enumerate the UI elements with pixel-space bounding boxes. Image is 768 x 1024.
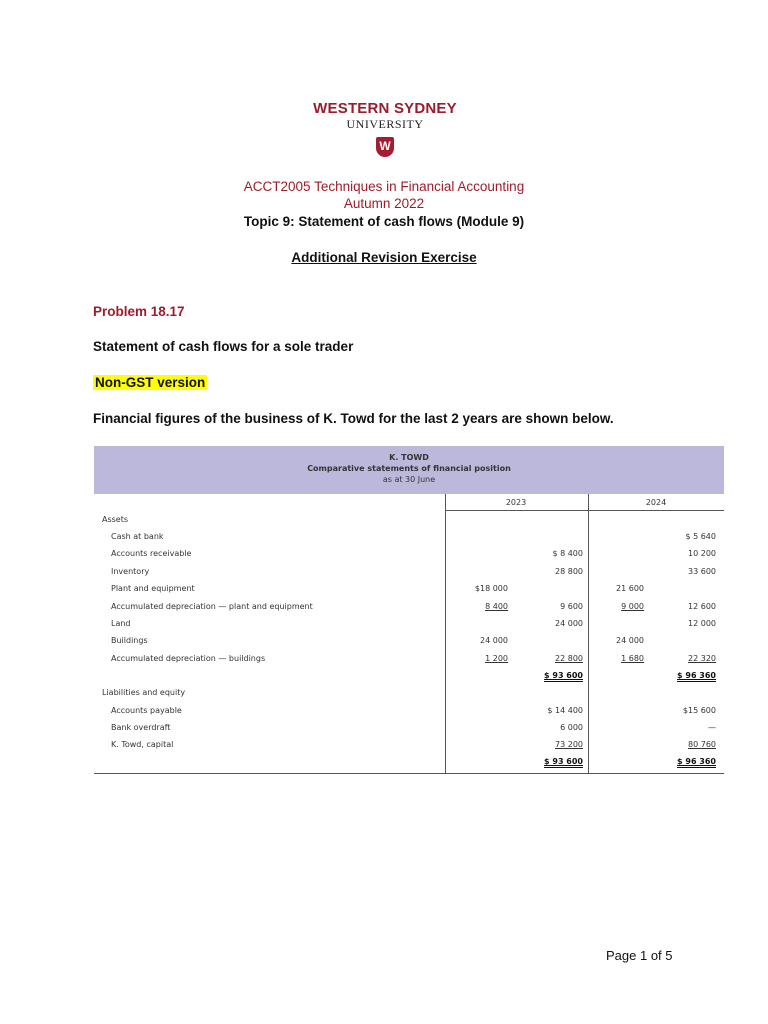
cell-2024-total: 22 320 — [688, 654, 716, 663]
assets-total-2024: $ 96 360 — [677, 671, 716, 680]
cell-2023-detail: 8 400 — [485, 602, 508, 611]
cell-2023-total: 9 600 — [560, 602, 583, 611]
cell-2023-total: $ 8 400 — [552, 549, 583, 558]
year-2023: 2023 — [505, 498, 527, 507]
cell-2023-total: 28 800 — [555, 567, 583, 576]
row-label: Cash at bank — [111, 532, 164, 541]
exercise-title: Additional Revision Exercise — [291, 250, 477, 265]
row-label: Plant and equipment — [111, 584, 195, 593]
table-row — [94, 532, 724, 546]
shield-icon: W — [376, 137, 394, 157]
cell-2024-detail: 21 600 — [616, 584, 644, 593]
cell-2023-detail: 24 000 — [480, 636, 508, 645]
topic-title: Topic 9: Statement of cash flows (Module 9) — [243, 214, 525, 229]
cell-2024-total: — — [708, 723, 716, 732]
table-header — [94, 446, 724, 494]
page-number: Page 1 of 5 — [606, 948, 673, 963]
table-row — [94, 602, 724, 616]
version-label: Non-GST version — [95, 375, 206, 390]
row-label: Bank overdraft — [111, 723, 171, 732]
cell-2024-detail: 9 000 — [621, 602, 644, 611]
cell-2023-total: 24 000 — [555, 619, 583, 628]
liab-total-row — [94, 757, 724, 771]
row-label: K. Towd, capital — [111, 740, 174, 749]
liab-total-2024: $ 96 360 — [677, 757, 716, 766]
table-date: as at 30 June — [382, 475, 436, 484]
financial-position-table — [94, 446, 724, 774]
table-row — [94, 706, 724, 720]
table-company: K. TOWD — [389, 453, 429, 462]
table-row — [94, 740, 724, 754]
cell-2024-total: 33 600 — [688, 567, 716, 576]
cell-2024-total: $ 5 640 — [685, 532, 716, 541]
row-label: Buildings — [111, 636, 148, 645]
logo-line-1: WESTERN SYDNEY — [313, 100, 457, 117]
table-title: Comparative statements of financial position — [307, 464, 511, 473]
problem-subtitle: Statement of cash flows for a sole trader — [93, 339, 354, 354]
table-row — [94, 654, 724, 668]
university-logo — [312, 100, 458, 170]
table-row — [94, 636, 724, 650]
table-row — [94, 619, 724, 633]
cell-2023-total: $ 14 400 — [547, 706, 583, 715]
cell-2024-total: 12 600 — [688, 602, 716, 611]
divider — [445, 510, 724, 511]
intro-text: Financial figures of the business of K. Towd for the last 2 years are shown below. — [93, 411, 614, 426]
problem-number: Problem 18.17 — [93, 304, 185, 319]
cell-2024-total: 12 000 — [688, 619, 716, 628]
section-assets — [94, 515, 724, 529]
row-label: Accumulated depreciation — buildings — [111, 654, 266, 663]
cell-2023-total: 6 000 — [560, 723, 583, 732]
table-row — [94, 549, 724, 563]
table-row — [94, 584, 724, 598]
section-liabilities — [94, 688, 724, 702]
row-label: Accounts payable — [111, 706, 182, 715]
logo-line-2: UNIVERSITY — [346, 117, 424, 131]
course-title: ACCT2005 Techniques in Financial Accounting — [243, 179, 525, 194]
table-row — [94, 567, 724, 581]
cell-2024-total: $15 600 — [682, 706, 716, 715]
row-label: Land — [111, 619, 131, 628]
table-row — [94, 723, 724, 737]
liabilities-heading: Liabilities and equity — [102, 688, 186, 697]
row-label: Accumulated depreciation — plant and equipment — [111, 602, 313, 611]
term-title: Autumn 2022 — [343, 196, 425, 211]
row-label: Inventory — [111, 567, 150, 576]
cell-2024-total: 10 200 — [688, 549, 716, 558]
cell-2023-detail: 1 200 — [485, 654, 508, 663]
assets-total-2023: $ 93 600 — [544, 671, 583, 680]
cell-2023-total: 73 200 — [555, 740, 583, 749]
liab-total-2023: $ 93 600 — [544, 757, 583, 766]
cell-2024-total: 80 760 — [688, 740, 716, 749]
divider — [94, 773, 724, 774]
cell-2024-detail: 24 000 — [616, 636, 644, 645]
assets-total-row — [94, 671, 724, 685]
row-label: Accounts receivable — [111, 549, 192, 558]
year-2024: 2024 — [645, 498, 667, 507]
cell-2023-total: 22 800 — [555, 654, 583, 663]
cell-2023-detail: $18 000 — [474, 584, 508, 593]
cell-2024-detail: 1 680 — [621, 654, 644, 663]
assets-heading: Assets — [102, 515, 129, 524]
